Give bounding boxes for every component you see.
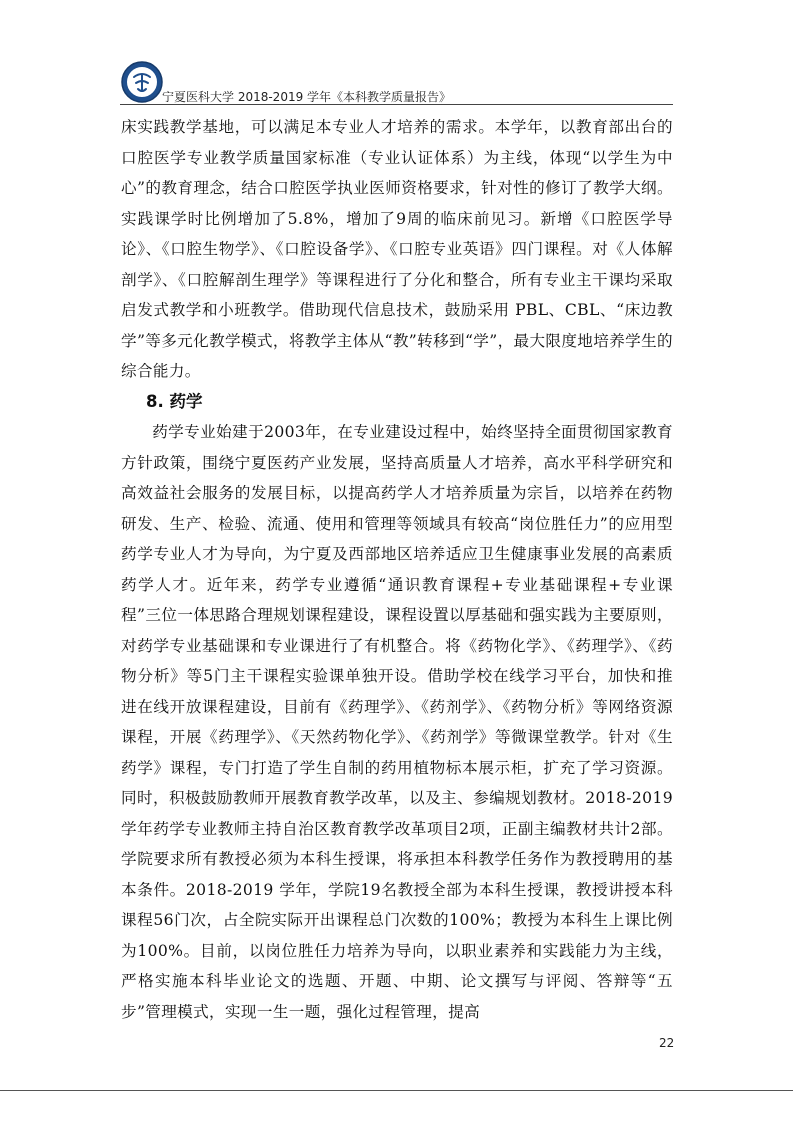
header-title: 宁夏医科大学 2018-2019 学年《本科教学质量报告》 (162, 90, 452, 104)
report-body (121, 112, 673, 1027)
header-divider (120, 104, 673, 105)
paragraph-pharmacy: 药学专业始建于2003年，在专业建设过程中，始终坚持全面贯彻国家教育方针政策，围绕宁夏医药产业发展，坚持高质量人才培养，高水平科学研究和高效益社会服务的发展目标，以提高药学人才培养质量为宗旨，以培养在药物研发、生产、检验、流通、使用和管理等领域具有较高“岗位胜任力”的应用型药学专业人才为导向，为宁夏及西部地区培养适应卫生健康事业发展的高素质药学人才。近年来，药学专业遵循“通识教育课程+专业基础课程+专业课程”三位一体思路合理规划课程建设，课程设置以厚基础和强实践为主要原则，对药学专业基础课和专业课进行了有机整合。将《药物化学》、《药理学》、《药物分析》等5门主干课程实验课单独开设。借助学校在线学习平台，加快和推进在线开放课程建设，目前有《药理学》、《药剂学》、《药物分析》等网络资源课程，开展《药理学》、《天然药物化学》、《药剂学》等微课堂教学。针对《生药学》课程，专门打造了学生自制的药用植物标本展示柜，扩充了学习资源。同时，积极鼓励教师开展教育教学改革，以及主、参编规划教材。2018-2019学年药学专业教师主持自治区教育教学改革项目2项，正副主编教材共计2部。学院要求所有教授必须为本科生授课，将承担本科教学任务作为教授聘用的基本条件。2018-2019 学年，学院19名教授全部为本科生授课，教授讲授本科课程56门次，占全院实际开出课程总门次数的100%；教授为本科生上课比例为100%。目前，以岗位胜任力培养为导向，以职业素养和实践能力为主线，严格实施本科毕业论文的选题、开题、中期、论文撰写与评阅、答辩等“五步”管理模式，实现一生一题，强化过程管理，提高 (121, 423, 673, 1021)
footer-divider (0, 1090, 793, 1091)
section-heading-pharmacy: 8. 药学 (146, 391, 203, 411)
page-header (120, 60, 673, 105)
page-number: 22 (659, 1036, 675, 1050)
paragraph-stomatology-continued: 床实践教学基地，可以满足本专业人才培养的需求。本学年，以教育部出台的口腔医学专业教学质量国家标准（专业认证体系）为主线，体现“以学生为中心”的教育理念，结合口腔医学执业医师资格要求，针对性的修订了教学大纲。实践课学时比例增加了5.8%，增加了9周的临床前见习。新增《口腔医学导论》、《口腔生物学》、《口腔设备学》、《口腔专业英语》四门课程。对《人体解剖学》、《口腔解剖生理学》等课程进行了分化和整合，所有专业主干课均采取启发式教学和小班教学。借助现代信息技术，鼓励采用 PBL、CBL、“床边教学”等多元化教学模式，将教学主体从“教”转移到“学”，最大限度地培养学生的综合能力。 (121, 118, 673, 380)
university-seal-logo (120, 60, 164, 104)
